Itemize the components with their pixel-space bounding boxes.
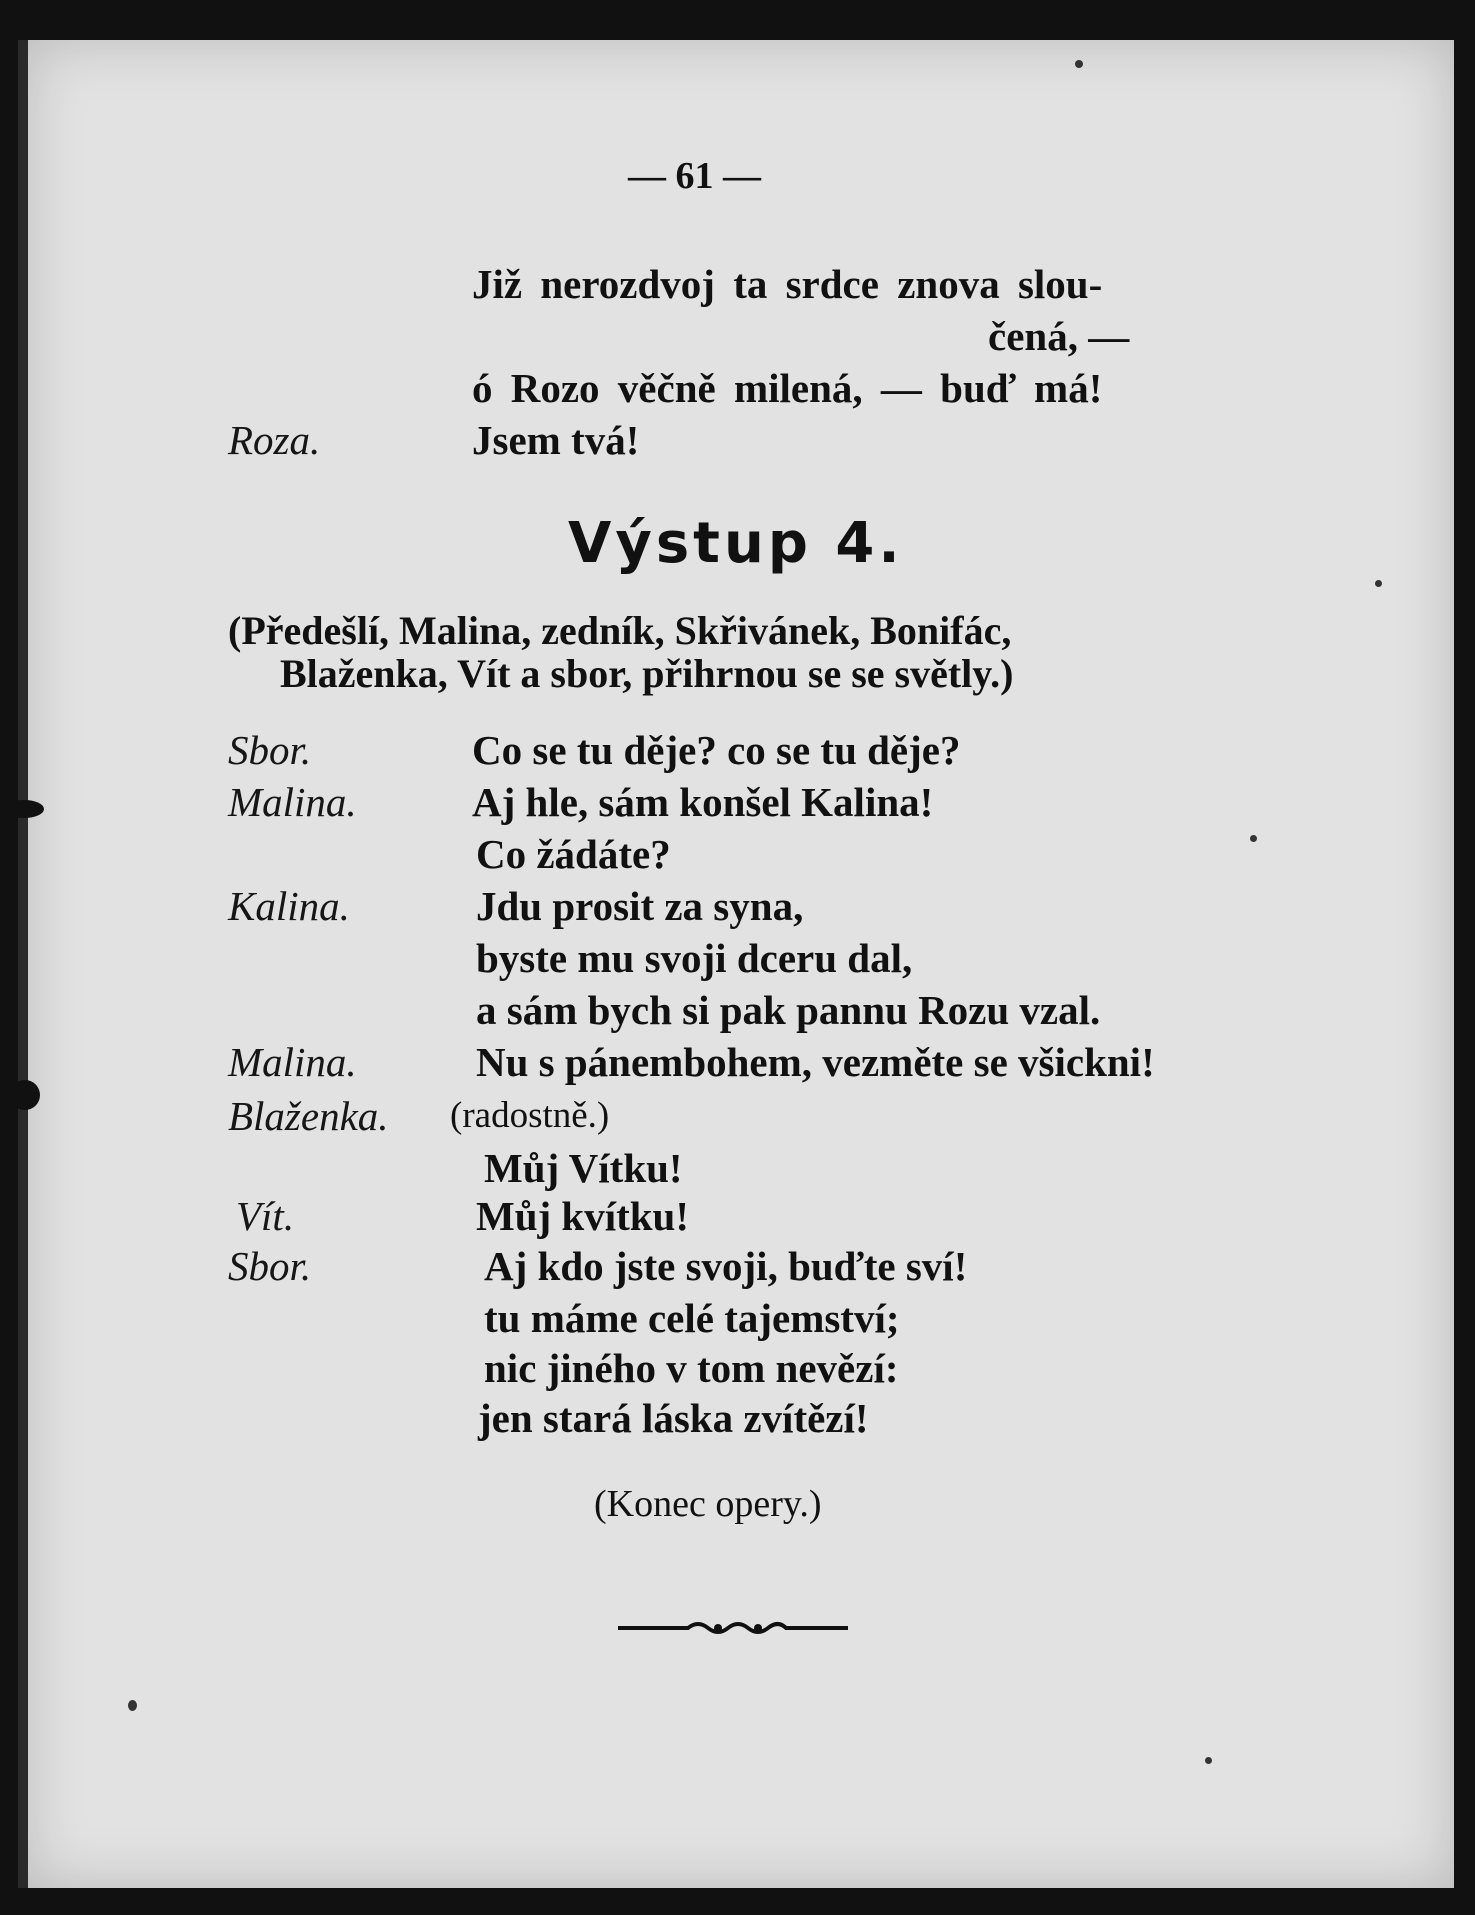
- dialogue-line: tu máme celé tajemství;: [484, 1295, 900, 1341]
- dialogue-line: Můj Vítku!: [484, 1145, 683, 1191]
- stage-direction-line-1: (Předešlí, Malina, zedník, Skřivánek, Bonifác,: [228, 608, 1012, 653]
- speaker-name: Malina.: [228, 779, 357, 825]
- end-ornament: [618, 1616, 848, 1640]
- speaker-name: Malina.: [228, 1039, 357, 1085]
- dust-speck: [1205, 1757, 1212, 1764]
- dialogue-line: Jdu prosit za syna,: [476, 883, 804, 929]
- binding-mark: [4, 800, 44, 818]
- page-number: — 61 —: [628, 155, 761, 197]
- verse-line-3: ó Rozo věčně milená, — buď má!: [472, 365, 1103, 411]
- dust-speck: [1250, 835, 1257, 842]
- verse-line-1: Již nerozdvoj ta srdce znova slou-: [472, 261, 1103, 307]
- dialogue-line: Co žádáte?: [476, 831, 671, 877]
- dialogue-line: Nu s pánembohem, vezměte se všickni!: [476, 1039, 1155, 1085]
- dialogue-line: Aj kdo jste svoji, buďte sví!: [484, 1243, 968, 1289]
- dust-speck: [128, 1700, 137, 1711]
- dialogue-line: Co se tu děje? co se tu děje?: [472, 727, 961, 773]
- speaker-name: Blaženka.: [228, 1093, 389, 1139]
- dialogue-line: byste mu svoji dceru dal,: [476, 935, 913, 981]
- speaker-name: Sbor.: [228, 727, 312, 773]
- dialogue-line: jen stará láska zvítězí!: [478, 1395, 869, 1441]
- verse-line-2: čená, —: [988, 313, 1130, 359]
- dust-speck: [1375, 580, 1382, 587]
- stage-direction-line-2: Blaženka, Vít a sbor, přihrnou se se světly.): [280, 651, 1014, 696]
- speaker-roza: Roza.: [228, 417, 321, 463]
- speaker-name: Vít.: [236, 1193, 295, 1239]
- roza-line: Jsem tvá!: [472, 417, 640, 463]
- dialogue-line: Můj kvítku!: [476, 1193, 690, 1239]
- speaker-name: Sbor.: [228, 1243, 312, 1289]
- dust-speck: [1075, 60, 1083, 68]
- end-note: (Konec opery.): [594, 1483, 822, 1525]
- speaker-name: Kalina.: [228, 883, 350, 929]
- dialogue-line: a sám bych si pak pannu Rozu vzal.: [476, 987, 1101, 1033]
- dialogue-line: (radostně.): [450, 1095, 610, 1136]
- binding-mark: [10, 1080, 40, 1110]
- scene-heading: Výstup 4.: [568, 511, 904, 576]
- dialogue-line: nic jiného v tom nevězí:: [484, 1345, 899, 1391]
- dialogue-line: Aj hle, sám konšel Kalina!: [472, 779, 934, 825]
- page-edge: [18, 40, 28, 1888]
